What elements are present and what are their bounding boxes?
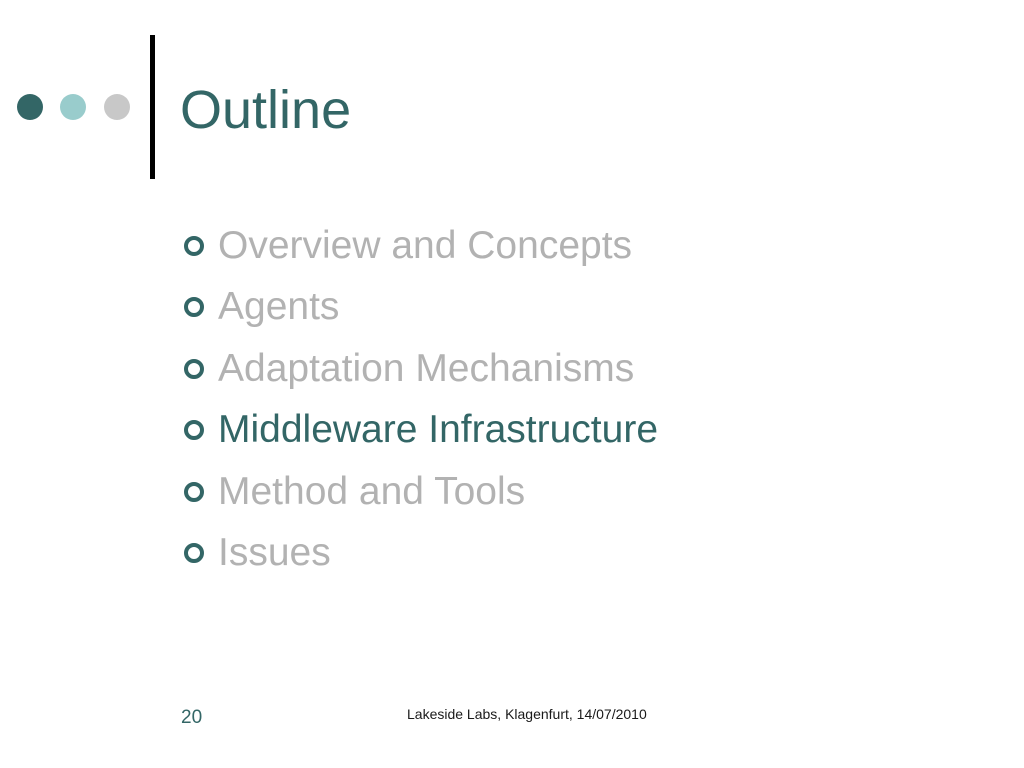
outline-item-label: Middleware Infrastructure [218, 408, 659, 452]
bullet-ring-icon [184, 482, 204, 502]
title-divider [150, 35, 155, 179]
bullet-ring-icon [184, 543, 204, 563]
outline-item-label: Agents [218, 285, 340, 329]
footer-text: Lakeside Labs, Klagenfurt, 14/07/2010 [407, 706, 647, 722]
outline-item-label: Method and Tools [218, 469, 526, 513]
outline-item [184, 461, 658, 523]
outline-item-label: Issues [218, 531, 331, 575]
bullet-ring-icon [184, 420, 204, 440]
bullet-ring-icon [184, 236, 204, 256]
outline-item [184, 215, 658, 277]
decorative-dot-light [60, 94, 86, 120]
bullet-ring-icon [184, 297, 204, 317]
slide-title: Outline [180, 80, 352, 140]
outline-item [184, 523, 658, 585]
outline-list [184, 215, 658, 584]
outline-item [184, 277, 658, 339]
outline-item-label: Adaptation Mechanisms [218, 346, 635, 390]
decorative-dot-dark [17, 94, 43, 120]
page-number: 20 [181, 707, 203, 728]
outline-item-active [184, 400, 658, 462]
bullet-ring-icon [184, 359, 204, 379]
outline-item-label: Overview and Concepts [218, 223, 633, 267]
outline-item [184, 338, 658, 400]
decorative-dot-gray [104, 94, 130, 120]
